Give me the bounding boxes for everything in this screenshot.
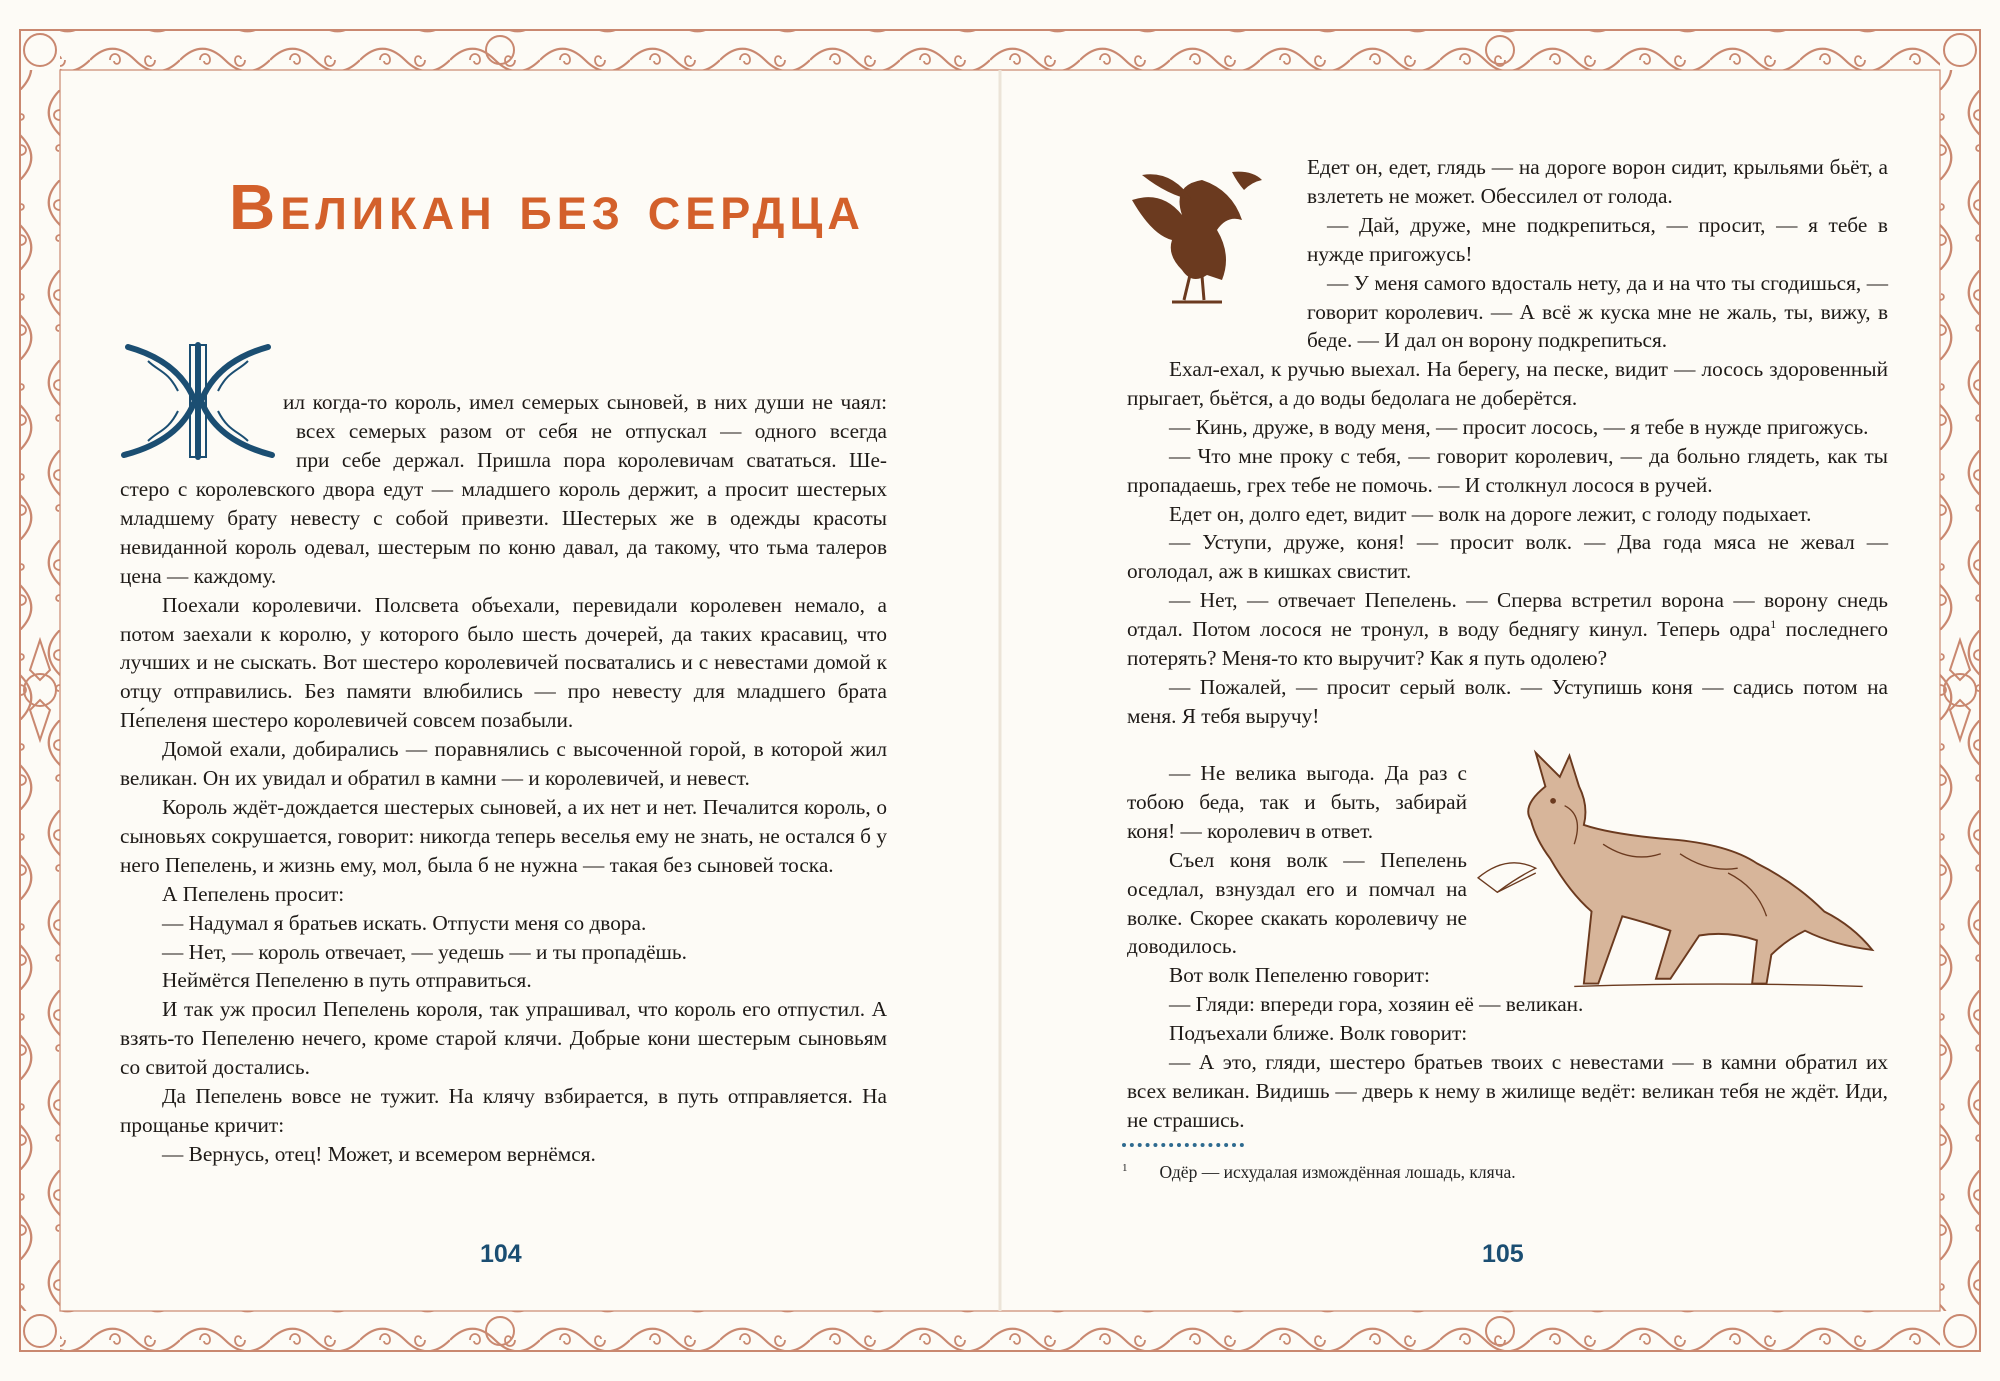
paragraph-2: Поехали королевичи. Полсвета объехали, перевидали королевен немало, а потом заехали к королю, у которого было шесть дочерей, да таких красавиц, что лучших и не сыскать. Вот шестеро королевичей посватались и с невестами домой к отцу отправились. Без памяти влюбились — про невесту для младшего брата Пе́пеленя шестеро королевичей совсем позабыли. bbox=[120, 592, 887, 733]
dropcap-letter-zhe bbox=[118, 341, 278, 461]
paragraph-7: — Нет, — король отвечает, — уедешь — и ты пропадёшь. bbox=[162, 939, 687, 964]
opening-line-1: ил когда-то король, имел семерых сыновей, в них души не чаял: bbox=[283, 390, 887, 414]
right-paragraph-9 bbox=[1127, 586, 1888, 673]
left-text bbox=[283, 388, 887, 417]
page-number-left: 104 bbox=[480, 1240, 522, 1268]
right-paragraph-1: Едет он, едет, глядь — на дороге ворон сидит, крыльями бьёт, а взлететь не может. Обессилел от голода. bbox=[1307, 155, 1888, 208]
right-paragraph-5: — Кинь, друже, в воду меня, — просит лосось, — я тебе в нужде пригожусь. bbox=[1169, 414, 1869, 439]
right-paragraph-14: — Гляди: впереди гора, хозяин её — великан. bbox=[1169, 991, 1584, 1016]
opening-line-3: при себе держал. Пришла пора королевичам свататься. Ше- bbox=[296, 447, 887, 472]
right-paragraph-10: — Пожалей, — просит серый волк. — Уступишь коня — садись потом на меня. Я тебя выручу! bbox=[1127, 674, 1888, 728]
right-paragraph-8: — Уступи, друже, коня! — просит волк. — Два года мяса не жевал — оголодал, аж в кишках свистит. bbox=[1127, 530, 1888, 584]
footnote bbox=[1122, 1162, 1516, 1183]
paragraph-5: А Пепелень просит: bbox=[162, 881, 345, 906]
paragraph-11: — Вернусь, отец! Может, и всемером вернёмся. bbox=[162, 1141, 596, 1166]
right-paragraph-2: — Дай, друже, мне подкрепиться, — просит, — я тебе в нужде пригожусь! bbox=[1307, 212, 1888, 266]
right-paragraph-16: — А это, гляди, шестеро братьев твоих с невестами — в камни обратил их всех великан. Видишь — дверь к нему в жилище ведёт: великан тебя не ждёт. Иди, не страшись. bbox=[1127, 1049, 1888, 1132]
paragraph-3: Домой ехали, добирались — поравнялись с высоченной горой, в которой жил великан. Он их увидал и обратил в камни — и королевичей, и невест. bbox=[120, 737, 887, 791]
page-title: Великан без сердца bbox=[229, 171, 865, 243]
right-paragraph-11: — Не велика выгода. Да раз с тобою беда, так и быть, забирай коня! — королевич в ответ. bbox=[1127, 761, 1467, 843]
opening-line-2: всех семерых разом от себя не отпускал — одного всегда bbox=[296, 419, 887, 443]
right-paragraph-7: Едет он, долго едет, видит — волк на дороге лежит, с голоду подыхает. bbox=[1169, 501, 1812, 526]
right-text bbox=[1127, 153, 1888, 355]
footnote-number: 1 bbox=[1122, 1162, 1128, 1175]
footnote-ref[interactable]: 1 bbox=[1770, 617, 1777, 632]
paragraph-9: И так уж просил Пепелень короля, так упрашивал, что король его отпустил. А взять-то Пепеленю нечего, кроме старой клячи. Добрые кони шестерым сыновьям со свитой достались. bbox=[120, 997, 887, 1080]
right-paragraph-4: Ехал-ехал, к ручью выехал. На берегу, на песке, видит — лосось здоровенный прыгает, бьётся, а до воды бедолага не доберётся. bbox=[1127, 357, 1888, 410]
page-number-right: 105 bbox=[1482, 1240, 1524, 1268]
right-paragraph-9-a: — Нет, — отвечает Пепелень. — Сперва встретил ворона — ворону снедь отдал. Потом лосося не тронул, в воду беднягу кинул. Теперь одра bbox=[1127, 588, 1888, 642]
right-paragraph-12: Съел коня волк — Пепелень оседлал, взнуздал его и помчал на волке. Скорее скакать королевичу не доводилось. bbox=[1127, 847, 1467, 959]
paragraph-4: Король ждёт-дождается шестерых сыновей, а их нет и нет. Печалится король, о сыновьях сокрушается, говорит: никогда теперь веселья ему не знать, не остался б у него Пепелень, и жизнь ему, мол, была б не нужна — такая без сыновей тоска. bbox=[120, 794, 887, 877]
right-paragraph-15: Подъехали ближе. Волк говорит: bbox=[1169, 1020, 1468, 1045]
paragraph-8: Неймётся Пепеленю в путь отправиться. bbox=[162, 968, 532, 993]
footnote-divider bbox=[1122, 1143, 1244, 1147]
right-paragraph-6: — Что мне проку с тебя, — говорит королевич, — да больно глядеть, как ты пропадаешь, грех тебе не помочь. — И столкнул лосося в ручей. bbox=[1127, 443, 1888, 497]
paragraph-1-rest: стеро с королевского двора едут — младшего король держит, а просит шестерых младшему брату невесту с собой привезти. Шестерых же в одежды красоты невиданной король одевал, шестерым по коню давал, да такому, что тьма талеров цена — каждому. bbox=[120, 477, 887, 588]
right-paragraph-13: Вот волк Пепеленю говорит: bbox=[1169, 963, 1430, 987]
footnote-text: Одёр — исхудалая измождённая лошадь, кляча. bbox=[1159, 1162, 1516, 1182]
paragraph-10: Да Пепелень вовсе не тужит. На клячу взбирается, в путь отправляется. На прощанье кричит: bbox=[120, 1084, 887, 1137]
paragraph-6: — Надумал я братьев искать. Отпусти меня со двора. bbox=[162, 910, 647, 935]
right-paragraph-3: — У меня самого вдосталь нету, да и на что ты сгодишься, — говорит королевич. — А всё ж куска мне не жаль, ты, вижу, в беде. — И дал он ворону подкрепиться. bbox=[1307, 270, 1888, 353]
right-paragraph-9-b: последнего потерять? Меня-то кто выручит? Как я путь одолею? bbox=[1127, 617, 1888, 671]
